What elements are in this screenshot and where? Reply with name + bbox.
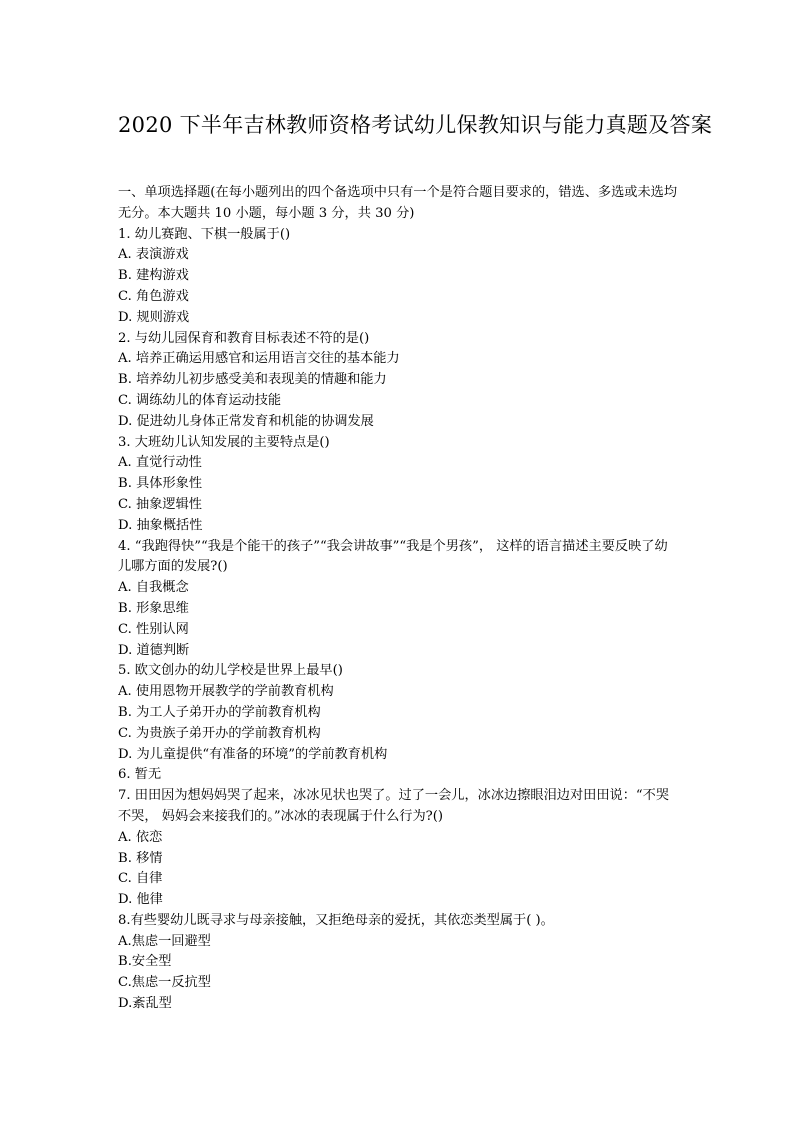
answer-option: C. 性别认网 [118,621,189,637]
question-block [118,537,678,662]
answer-option: C. 调练幼儿的体育运动技能 [118,392,282,408]
answer-option: B.安全型 [118,954,172,970]
question-block [118,329,678,433]
answer-option: B. 培养幼儿初步感受美和表现美的情趣和能力 [118,372,387,388]
answer-option: B. 建构游戏 [118,268,189,284]
answer-option: C.焦虑一反抗型 [118,975,211,991]
answer-option: B. 形象思维 [118,600,189,616]
question-block [118,225,678,329]
answer-option: D. 规则游戏 [118,309,190,325]
answer-option: A.焦虑一回避型 [118,933,211,949]
question-list [118,225,678,1015]
question-block [118,661,678,765]
question-stem: 8.有些婴幼儿既寻求与母亲接触，又拒绝母亲的爱抚，其依恋类型属于( )。 [118,912,554,928]
answer-option: B. 具体形象性 [118,476,203,492]
answer-option: D.紊乱型 [118,996,172,1012]
answer-option: C. 自律 [118,871,163,887]
answer-option: A. 培养正确运用感官和运用语言交往的基本能力 [118,351,400,367]
question-block [118,911,678,1015]
question-stem: 7. 田田因为想妈妈哭了起来，冰冰见状也哭了。过了一会儿，冰冰边擦眼泪边对田田说：“不哭不哭， 妈妈会来接我们的。”冰冰的表现属于什么行为?() [118,788,670,824]
document-body [118,183,678,1015]
question-stem: 3. 大班幼儿认知发展的主要特点是() [118,434,330,450]
question-block [118,765,678,786]
answer-option: D. 道德判断 [118,642,190,658]
question-block [118,786,678,911]
answer-option: A. 使用恩物开展教学的学前教育机构 [118,684,334,700]
answer-option: A. 表演游戏 [118,247,189,263]
answer-option: D. 促进幼儿身体正常发育和机能的协调发展 [118,413,374,429]
question-stem: 4. “我跑得快”“我是个能干的孩子”“我会讲故事”“我是个男孩”， 这样的语言描述主要反映了幼儿哪方面的发展?() [118,538,668,575]
answer-option: B. 移情 [118,850,163,866]
question-stem: 1. 幼儿赛跑、下棋一般属于() [118,226,291,242]
answer-option: B. 为工人子弟开办的学前教育机构 [118,704,321,720]
document-title: 2020 下半年吉林教师资格考试幼儿保教知识与能力真题及答案 [118,113,713,137]
question-stem: 2. 与幼儿园保育和教育目标表述不符的是() [118,330,370,346]
answer-option: C. 为贵族子弟开办的学前教育机构 [118,725,321,741]
answer-option: C. 角色游戏 [118,288,189,304]
answer-option: D. 他律 [118,892,163,908]
answer-option: A. 自我概念 [118,580,189,596]
answer-option: D. 为儿童提供“有准备的环境”的学前教育机构 [118,746,388,762]
question-block [118,433,678,537]
section-heading: 一、单项选择题(在每小题列出的四个备选项中只有一个是符合题目要求的，错选、多选或未选均无分。本大题共 10 小题，每小题 3 分，共 30 分) [118,185,678,221]
answer-option: A. 依恋 [118,829,163,845]
question-stem: 5. 欧文创办的幼儿学校是世界上最早() [118,663,343,679]
answer-option: A. 直觉行动性 [118,455,202,471]
question-stem: 6. 暂无 [118,767,162,783]
answer-option: D. 抽象概括性 [118,517,203,533]
answer-option: C. 抽象逻辑性 [118,496,202,512]
